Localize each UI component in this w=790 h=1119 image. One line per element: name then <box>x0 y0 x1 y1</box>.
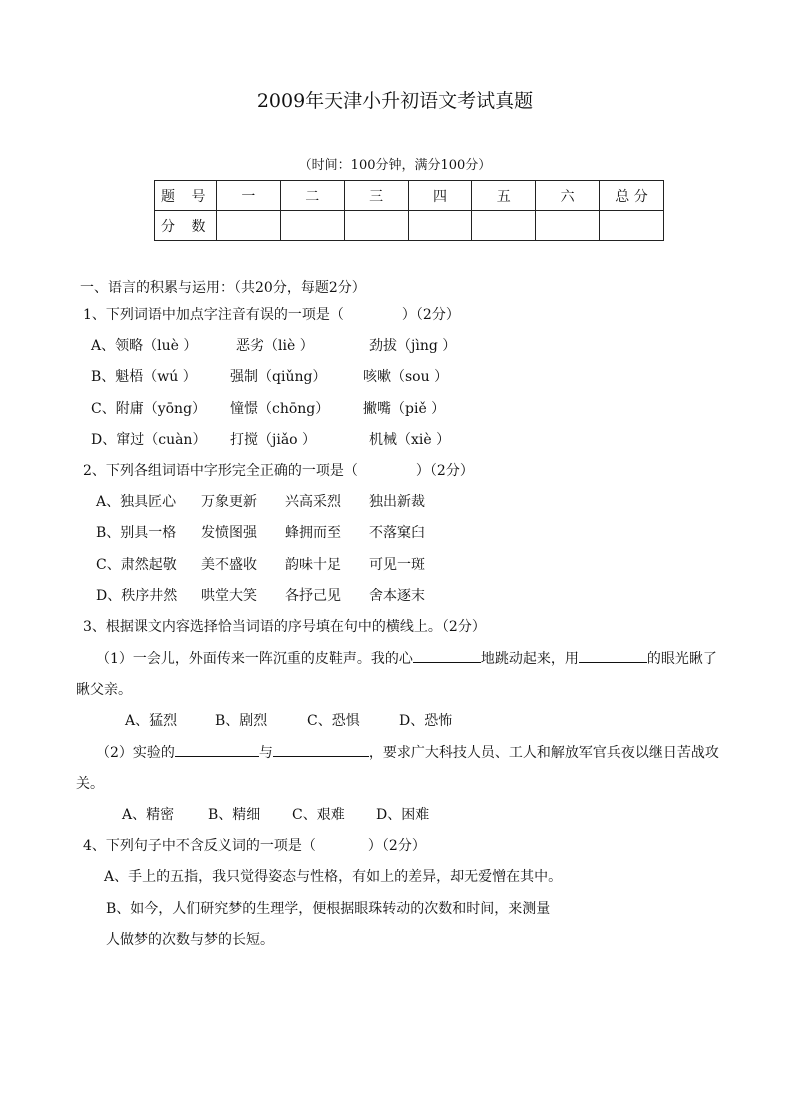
question-1-stem <box>83 304 460 324</box>
option-text: 打搅（jiǎo ） <box>230 432 317 448</box>
option-text: D、窜过（cuàn） <box>91 432 207 448</box>
option-text: 韵味十足 <box>285 557 341 573</box>
question-stem-text: 1、下列词语中加点字注音有误的一项是（ <box>83 307 344 323</box>
question-2-stem <box>83 460 474 480</box>
table-header-cell: 二 <box>280 181 344 211</box>
option-text: C、艰难 <box>292 807 345 823</box>
table-header-cell: 题 号 <box>155 181 217 211</box>
option-text: D、恐怖 <box>399 713 453 729</box>
option-text: A、精密 <box>122 807 175 823</box>
option-text: 独出新裁 <box>369 494 425 510</box>
option-text: 咳嗽（sou ） <box>363 369 449 385</box>
option-text: C、附庸（yōng） <box>91 401 207 417</box>
sentence-text: 的眼光瞅了 <box>646 651 717 667</box>
question-stem-text: ）（2分） <box>367 838 426 854</box>
page-title: 2009年天津小升初语文考试真题 <box>256 90 534 112</box>
fill-blank[interactable] <box>175 742 259 757</box>
option-text: D、困难 <box>376 807 430 823</box>
score-cell <box>344 211 408 241</box>
fill-blank[interactable] <box>413 648 481 663</box>
score-cell <box>472 211 536 241</box>
score-cell <box>408 211 472 241</box>
option-text: 机械（xiè ） <box>369 432 451 448</box>
score-cell <box>280 211 344 241</box>
option-text: C、恐惧 <box>307 713 360 729</box>
sentence-text: （1）一会儿，外面传来一阵沉重的皮鞋声。我的心 <box>96 651 413 667</box>
table-header-cell: 一 <box>217 181 281 211</box>
table-header-cell: 六 <box>536 181 600 211</box>
sentence-text: 与 <box>258 745 273 761</box>
option-text: 万象更新 <box>201 494 257 510</box>
option-text: B、精细 <box>208 807 261 823</box>
fill-blank[interactable] <box>273 742 369 757</box>
option-text: A、猛烈 <box>125 713 178 729</box>
option-text: 各抒己见 <box>285 588 341 604</box>
option-text: A、手上的五指，我只觉得姿态与性格，有如上的差异，却无爱憎在其中。 <box>104 869 563 885</box>
score-cell <box>217 211 281 241</box>
sentence-text: ，要求广大科技人员、工人和解放军官兵夜以继日苦战攻 <box>368 745 719 761</box>
question-stem-text: 4、下列句子中不含反义词的一项是（ <box>83 838 316 854</box>
section-heading: 一、语言的积累与运用：（共20分，每题2分） <box>80 280 366 296</box>
option-text: 不落窠臼 <box>369 525 425 541</box>
table-header-cell: 三 <box>344 181 408 211</box>
exam-time-info: （时间：100分钟，满分100分） <box>298 158 492 173</box>
option-text: A、领略（luè ） <box>91 338 198 354</box>
question-stem-text: 2、下列各组词语中字形完全正确的一项是（ <box>83 463 358 479</box>
fill-in-sentence-2 <box>96 742 719 762</box>
score-table-header-row <box>155 181 664 211</box>
sentence-continuation: 瞅父亲。 <box>76 682 132 698</box>
table-header-cell: 四 <box>408 181 472 211</box>
option-text: 兴高采烈 <box>285 494 341 510</box>
sentence-text: （2）实验的 <box>96 745 175 761</box>
option-text: B、别具一格 <box>96 525 177 541</box>
sentence-continuation: 关。 <box>76 776 104 792</box>
question-stem-text: ）（2分） <box>401 307 460 323</box>
score-table <box>154 180 664 241</box>
option-text: B、剧烈 <box>215 713 268 729</box>
score-cell <box>600 211 664 241</box>
sentence-text: 地跳动起来，用 <box>480 651 579 667</box>
score-cell <box>536 211 600 241</box>
option-text: 美不盛收 <box>201 557 257 573</box>
option-text: 强制（qiǔng） <box>230 369 327 385</box>
option-text: 劲拔（jìng ） <box>369 338 457 354</box>
table-header-cell: 总 分 <box>600 181 664 211</box>
option-text: A、独具匠心 <box>96 494 177 510</box>
option-text: 蜂拥而至 <box>285 525 341 541</box>
option-text: 恶劣（liè ） <box>236 338 314 354</box>
fill-in-sentence-1 <box>96 648 717 668</box>
fill-blank[interactable] <box>579 648 647 663</box>
option-text: D、秩序井然 <box>96 588 178 604</box>
score-table-score-row <box>155 211 664 241</box>
question-stem-text: ）（2分） <box>415 463 474 479</box>
option-text: 哄堂大笑 <box>201 588 257 604</box>
table-header-cell: 五 <box>472 181 536 211</box>
option-text: B、如今，人们研究梦的生理学，便根据眼珠转动的次数和时间，来测量 <box>106 901 551 917</box>
option-text: 憧憬（chōng） <box>230 401 330 417</box>
question-3-stem: 3、根据课文内容选择恰当词语的序号填在句中的横线上。（2分） <box>83 619 486 635</box>
option-text: 发愤图强 <box>201 525 257 541</box>
table-row-label: 分 数 <box>155 211 217 241</box>
option-text: 可见一斑 <box>369 557 425 573</box>
question-4-stem <box>83 835 426 855</box>
option-text: 舍本逐末 <box>369 588 425 604</box>
option-text: C、肃然起敬 <box>96 557 177 573</box>
option-text: B、魁梧（wú ） <box>91 369 197 385</box>
option-text: 撇嘴（piě ） <box>363 401 446 417</box>
option-text: 人做梦的次数与梦的长短。 <box>106 932 274 948</box>
